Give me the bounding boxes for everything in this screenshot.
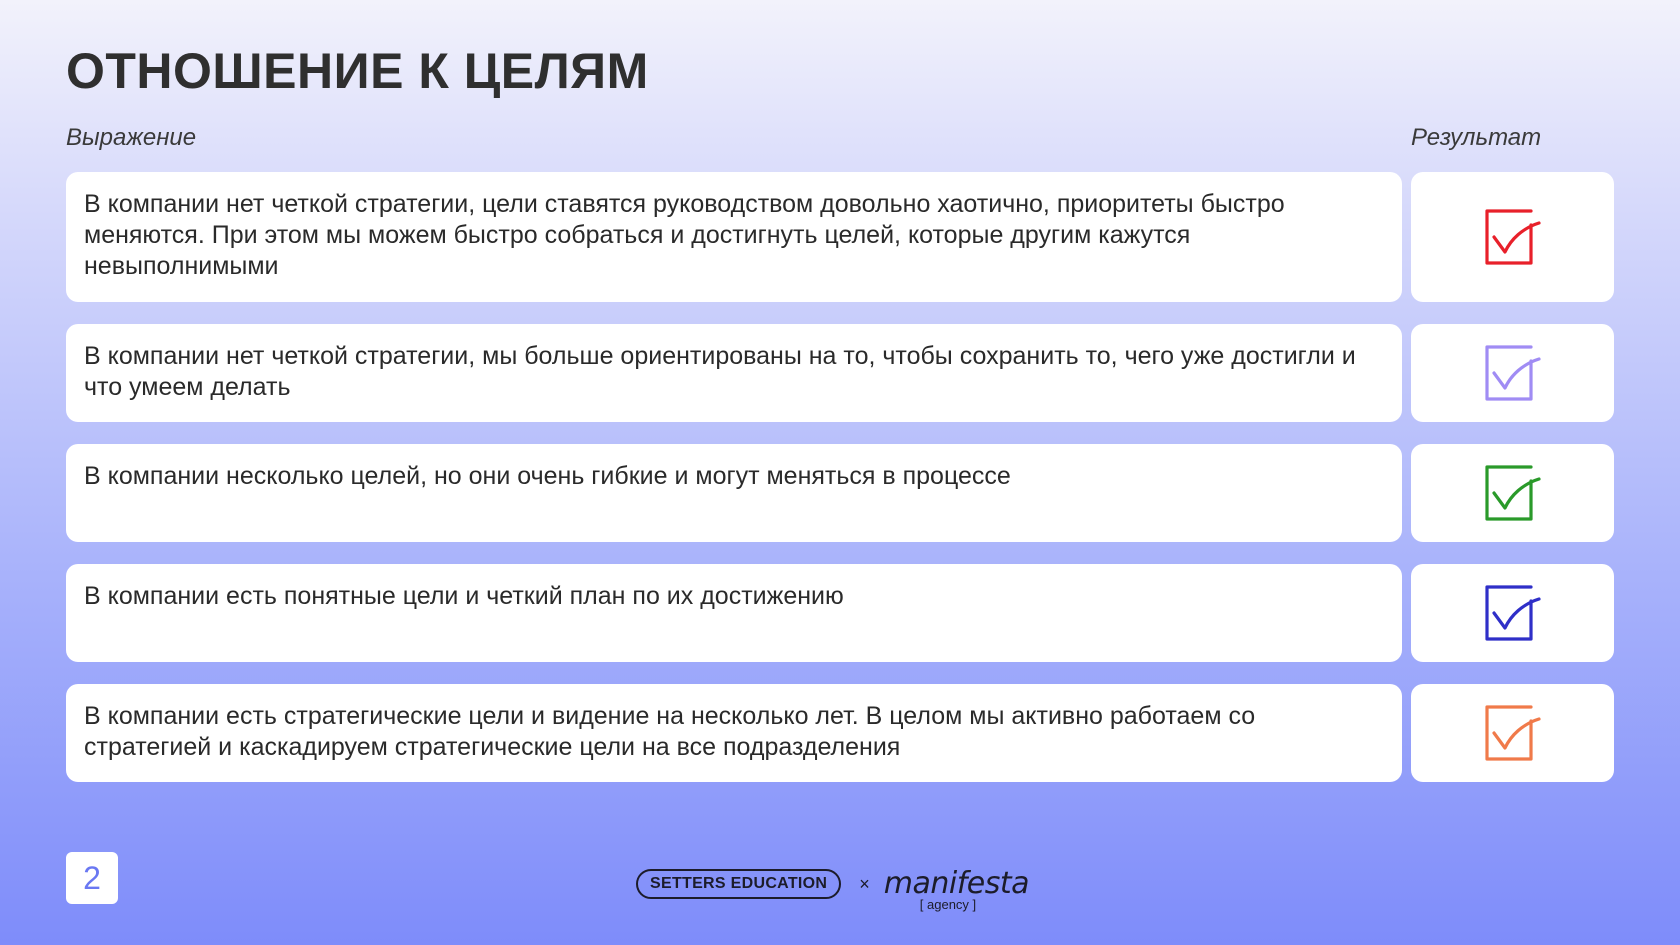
manifesta-logo — [883, 866, 1030, 912]
statement-text: В компании есть понятные цели и четкий план по их достижению — [66, 564, 1402, 662]
setters-education-logo: SETTERS EDUCATION — [636, 869, 841, 899]
statement-text: В компании нет четкой стратегии, цели ставятся руководством довольно хаотично, приоритеты быстро меняются. При этом мы можем быстро собраться и достигнуть целей, которые другим кажутся невыполнимыми — [66, 172, 1402, 302]
page-title: ОТНОШЕНИЕ К ЦЕЛЯМ — [66, 43, 649, 99]
manifesta-wordmark: manifesta — [883, 866, 1030, 901]
statement-text: В компании нет четкой стратегии, мы больше ориентированы на то, чтобы сохранить то, чего уже достигли и что умеем делать — [66, 324, 1402, 422]
statement-list — [66, 172, 1614, 804]
checkbox-checked-icon — [1481, 701, 1545, 765]
manifesta-agency-label: [ agency ] — [919, 897, 977, 912]
result-cell[interactable] — [1411, 172, 1614, 302]
result-cell[interactable] — [1411, 444, 1614, 542]
result-cell[interactable] — [1411, 324, 1614, 422]
checkbox-checked-icon — [1481, 461, 1545, 525]
column-header-expression: Выражение — [66, 124, 197, 151]
statement-row-4 — [66, 564, 1614, 662]
result-cell[interactable] — [1411, 564, 1614, 662]
statement-row-5 — [66, 684, 1614, 782]
checkbox-checked-icon — [1481, 581, 1545, 645]
column-header-result: Результат — [1411, 124, 1542, 151]
statement-text: В компании есть стратегические цели и видение на несколько лет. В целом мы активно работаем со стратегией и каскадируем стратегические цели на все подразделения — [66, 684, 1402, 782]
statement-row-1 — [66, 172, 1614, 302]
statement-row-2 — [66, 324, 1614, 422]
times-sign: × — [859, 873, 870, 894]
footer-logos — [636, 862, 1030, 912]
checkbox-checked-icon — [1481, 205, 1545, 269]
statement-text: В компании несколько целей, но они очень гибкие и могут меняться в процессе — [66, 444, 1402, 542]
result-cell[interactable] — [1411, 684, 1614, 782]
page-number: 2 — [66, 852, 118, 904]
checkbox-checked-icon — [1481, 341, 1545, 405]
statement-row-3 — [66, 444, 1614, 542]
